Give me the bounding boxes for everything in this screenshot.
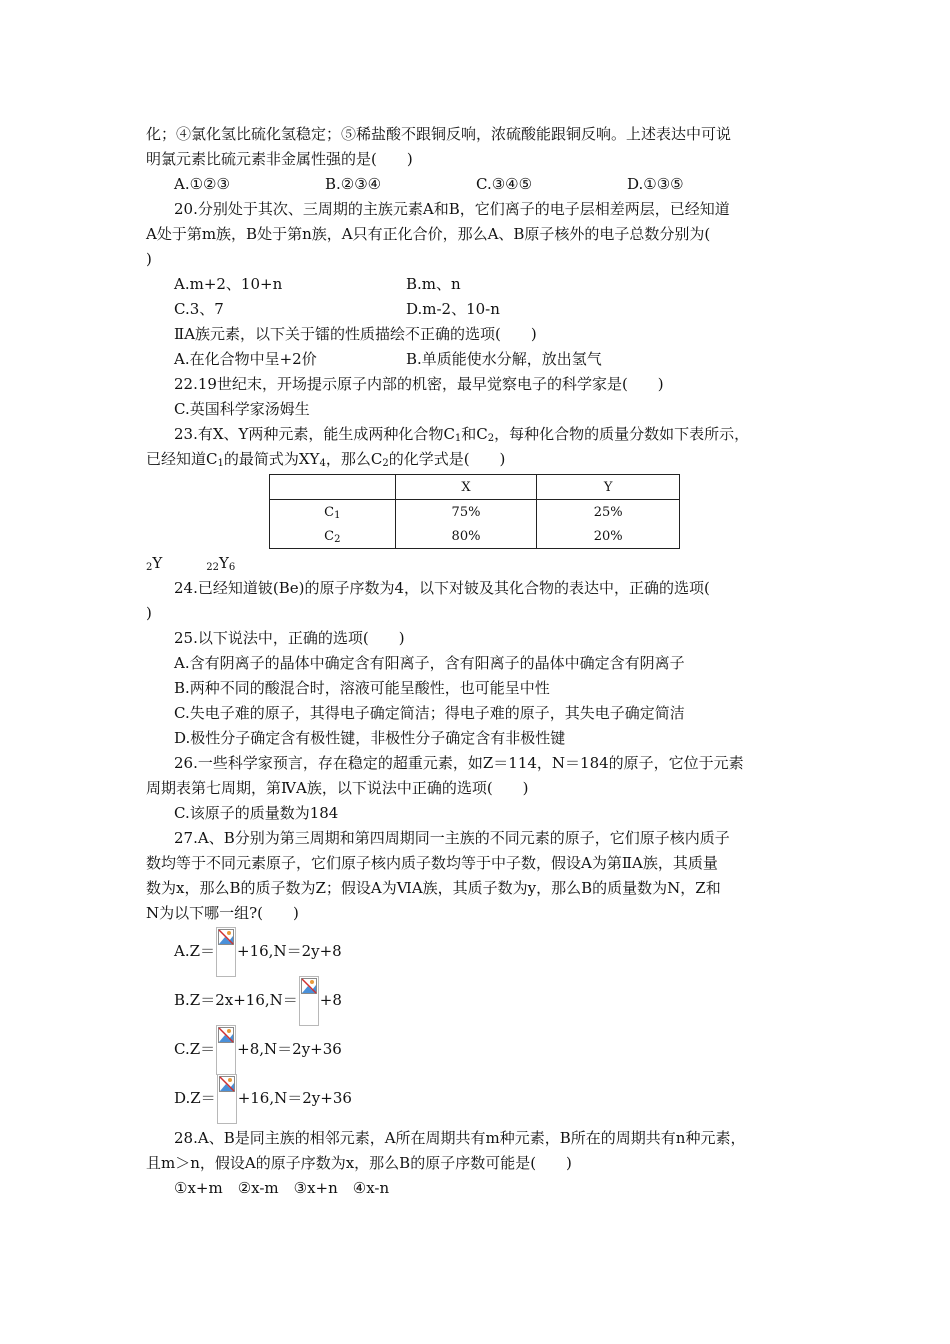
q23-frag-b-sub: 22 [206, 562, 220, 573]
q23-line1-sub2: 2 [487, 433, 495, 444]
table-cell-x: 80% [395, 524, 537, 549]
table-cell-y: 20% [537, 524, 680, 549]
q27-option-b-post: +8 [319, 991, 342, 1009]
table-header-cell: X [395, 475, 537, 500]
q23-frag-a-sub: 2 [146, 562, 153, 573]
q23-frag-b: Y [219, 554, 229, 572]
q23-line1-mid: 和C [461, 425, 488, 443]
broken-image-icon [299, 976, 319, 1026]
q27-option-b-pre: B.Z＝2x+16,N＝ [174, 991, 298, 1009]
q19-options [146, 172, 810, 197]
compound-label: C [324, 504, 335, 520]
table-cell-y: 25% [537, 500, 680, 525]
q27-line-4: N为以下哪一组?( ) [146, 904, 299, 922]
q23-line2-sub2: 4 [319, 458, 326, 469]
table-row-label [270, 524, 396, 549]
table-row [270, 500, 680, 525]
q23-line-1 [146, 422, 810, 447]
q26-option-c: C.该原子的质量数为184 [174, 804, 339, 822]
q27-option-d-pre: D.Z＝ [174, 1089, 216, 1107]
broken-image-icon [216, 927, 236, 977]
q25-option-c: C.失电子难的原子，其得电子确定简洁；得电子难的原子，其失电子确定简洁 [174, 704, 685, 722]
q23-line1-sub1: 1 [454, 433, 462, 444]
compound-label: C [324, 528, 335, 544]
q27-option-a-post: +16,N＝2y+8 [237, 942, 342, 960]
q27-option-d-post: +16,N＝2y+36 [237, 1089, 352, 1107]
q20-options-cd [146, 297, 810, 322]
q23-line2-sub1: 1 [217, 458, 224, 469]
q27-option-b [146, 976, 810, 1024]
q20-options-ab [146, 272, 810, 297]
table-row [270, 524, 680, 549]
q28-line-2: 且m＞n，假设A的原子序数为x，那么B的原子序数可能是( ) [146, 1154, 572, 1172]
q28-line-1: 28.A、B是同主族的相邻元素，A所在周期共有m种元素，B所在的周期共有n种元素， [174, 1129, 746, 1147]
q23-frag-a: Y [152, 554, 163, 572]
q20-line-2: A处于第m族，B处于第n族，A只有正化合价，那么A、B原子核外的电子总数分别为( [146, 225, 711, 243]
q26-line-1: 26.一些科学家预言，存在稳定的超重元素，如Z＝114，N＝184的原子，它位于元素 [174, 754, 744, 772]
q23-line2-post: 的化学式是( ) [388, 450, 506, 468]
q27-line-3: 数为x，那么B的质子数为Z；假设A为ⅥA族，其质子数为y，那么B的质量数为N，Z和 [146, 879, 721, 897]
q20-option-c: C.3、7 [174, 300, 224, 318]
compound-subscript: 1 [334, 509, 341, 521]
table-cell-x: 75% [395, 500, 537, 525]
q19-option-a: A.①②③ [174, 175, 230, 193]
q23-line2-sub3: 2 [382, 458, 389, 469]
q23-line-2 [146, 447, 810, 472]
q25-option-d: D.极性分子确定含有极性键，非极性分子确定含有非极性键 [174, 729, 566, 747]
table-header-cell [270, 475, 396, 500]
q28-options: ①x+m ②x-m ③x+n ④x-n [174, 1179, 390, 1197]
q23-line2-mid: 的最简式为XY [223, 450, 320, 468]
q27-option-c-pre: C.Z＝ [174, 1040, 216, 1058]
q27-line-1: 27.A、B分别为第三周期和第四周期同一主族的不同元素的原子，它们原子核内质子 [174, 829, 730, 847]
q26-line-2: 周期表第七周期，第ⅣA族，以下说法中正确的选项( ) [146, 779, 529, 797]
q19-line-1: 化；④氯化氢比硫化氢稳定；⑤稀盐酸不跟铜反响，浓硫酸能跟铜反响。上述表达中可说 [146, 125, 732, 143]
q19-option-d: D.①③⑤ [627, 175, 684, 193]
q20-option-d: D.m-2、10-n [406, 300, 500, 318]
q27-option-c [146, 1025, 810, 1073]
q21-options [146, 347, 810, 372]
compound-subscript: 2 [334, 533, 341, 545]
q21-option-b: B.单质能使水分解，放出氢气 [406, 350, 602, 368]
q21-option-a: A.在化合物中呈+2价 [174, 350, 317, 368]
q24-line-1: 24.已经知道铍(Be)的原子序数为4，以下对铍及其化合物的表达中，正确的选项( [174, 579, 710, 597]
q22-option-c: C.英国科学家汤姆生 [174, 400, 310, 418]
q23-line1-post: ，每种化合物的质量分数如下表所示， [494, 425, 750, 443]
q27-option-d [146, 1074, 810, 1122]
broken-image-icon [217, 1074, 237, 1124]
q23-mass-fraction-table [269, 474, 680, 549]
q25-option-a: A.含有阴离子的晶体中确定含有阳离子，含有阳离子的晶体中确定含有阴离子 [174, 654, 685, 672]
q20-line-3: ) [146, 250, 152, 268]
q19-line-2: 明氯元素比硫元素非金属性强的是( ) [146, 150, 413, 168]
q23-line1-pre: 23.有X、Y两种元素，能生成两种化合物C [174, 425, 455, 443]
table-header-row [270, 475, 680, 500]
table-row-label [270, 500, 396, 525]
q24-line-2: ) [146, 604, 152, 622]
q23-frag-b-sub2: 6 [228, 562, 236, 573]
q27-option-a-pre: A.Z＝ [174, 942, 216, 960]
q20-option-a: A.m+2、10+n [174, 275, 283, 293]
q25-option-b: B.两种不同的酸混合时，溶液可能呈酸性，也可能呈中性 [174, 679, 550, 697]
q22-stem: 22.19世纪末，开场提示原子内部的机密，最早觉察电子的科学家是( ) [174, 375, 664, 393]
q25-stem: 25.以下说法中，正确的选项( ) [174, 629, 405, 647]
table-header-cell: Y [537, 475, 680, 500]
q23-line2-pre: 已经知道C [146, 450, 218, 468]
q19-option-c: C.③④⑤ [476, 175, 533, 193]
q20-option-b: B.m、n [406, 275, 461, 293]
q21-stem: ⅡA族元素，以下关于镭的性质描绘不正确的选项( ) [174, 325, 537, 343]
q27-option-a [146, 927, 810, 975]
q23-option-fragments [146, 551, 810, 576]
exam-page [146, 122, 810, 1201]
q20-line-1: 20.分别处于其次、三周期的主族元素A和B，它们离子的电子层相差两层，已经知道 [174, 200, 730, 218]
q27-line-2: 数均等于不同元素原子，它们原子核内质子数均等于中子数，假设A为第ⅡA族，其质量 [146, 854, 718, 872]
q19-option-b: B.②③④ [325, 175, 382, 193]
q27-option-c-post: +8,N＝2y+36 [237, 1040, 342, 1058]
q23-line2-mid2: ，那么C [325, 450, 383, 468]
broken-image-icon [216, 1025, 236, 1075]
